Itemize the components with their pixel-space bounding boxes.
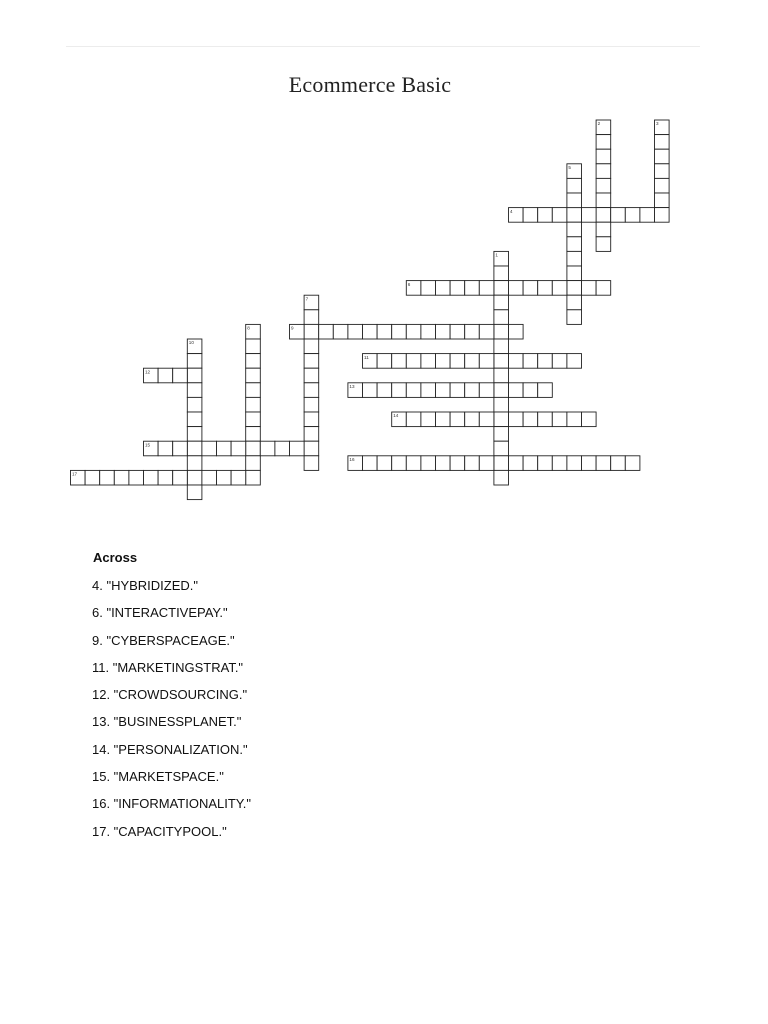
grid-cell[interactable] (582, 208, 597, 223)
grid-cell[interactable] (596, 135, 611, 150)
grid-cell[interactable] (436, 456, 451, 471)
grid-cell[interactable] (304, 310, 319, 325)
grid-cell[interactable] (596, 208, 611, 223)
grid-cell[interactable] (450, 383, 465, 398)
grid-cell[interactable] (596, 164, 611, 179)
clue-number-label: 13 (349, 384, 355, 389)
clue-number-label: 12 (145, 369, 151, 375)
grid-cell[interactable] (465, 354, 480, 369)
grid-cell[interactable] (129, 470, 144, 485)
grid-cell[interactable] (567, 295, 582, 310)
grid-cell[interactable] (494, 470, 509, 485)
grid-cell[interactable] (173, 441, 188, 456)
grid-cell[interactable] (567, 266, 582, 281)
grid-cell[interactable] (450, 324, 465, 339)
grid-cell[interactable] (450, 354, 465, 369)
grid-cell[interactable] (494, 427, 509, 442)
clue-list (92, 550, 652, 852)
grid-cell[interactable] (187, 485, 202, 500)
clue-number-label: 9 (291, 325, 294, 331)
clue-number-label: 7 (305, 296, 309, 302)
clue-number-label: 10 (188, 340, 194, 346)
grid-cell[interactable] (246, 441, 261, 456)
clues-heading: Across (93, 550, 138, 565)
grid-cell[interactable] (494, 397, 509, 412)
grid-cell[interactable] (479, 281, 494, 296)
grid-cell[interactable] (392, 383, 407, 398)
grid-cell[interactable] (406, 456, 421, 471)
grid-cell[interactable] (582, 412, 597, 427)
clue-number-label: 11 (364, 354, 369, 360)
clue-number-label: 6 (407, 281, 411, 287)
grid-cell[interactable] (421, 456, 436, 471)
grid-cell[interactable] (625, 208, 640, 223)
grid-cell[interactable] (655, 208, 670, 223)
grid-cell[interactable] (187, 368, 202, 383)
clue-item: 17. "CAPACITYPOOL." (92, 823, 227, 839)
grid-cell[interactable] (187, 412, 202, 427)
grid-cell[interactable] (231, 441, 246, 456)
grid-cell[interactable] (523, 412, 538, 427)
grid-cell[interactable] (567, 237, 582, 252)
grid-cell[interactable] (567, 354, 582, 369)
grid-cell[interactable] (187, 354, 202, 369)
grid-cell[interactable] (523, 456, 538, 471)
grid-cell[interactable] (421, 383, 436, 398)
grid-cell[interactable] (538, 412, 553, 427)
grid-cell[interactable] (494, 281, 509, 296)
grid-cell[interactable] (450, 456, 465, 471)
grid-cell[interactable] (217, 470, 232, 485)
grid-cell[interactable] (494, 266, 509, 281)
grid-cell[interactable] (304, 427, 319, 442)
grid-cell[interactable] (509, 354, 524, 369)
grid-cell[interactable] (421, 281, 436, 296)
grid-cell[interactable] (538, 383, 553, 398)
grid-cell[interactable] (494, 354, 509, 369)
clue-number-label: 15 (145, 442, 151, 448)
grid-cell[interactable] (187, 470, 202, 485)
grid-cell[interactable] (260, 441, 275, 456)
clue-item: 16. "INFORMATIONALITY." (92, 796, 252, 812)
clue-number-label: 14 (393, 413, 399, 419)
grid-cell[interactable] (304, 324, 319, 339)
grid-cell[interactable] (436, 412, 451, 427)
grid-cell[interactable] (246, 412, 261, 427)
grid-cell[interactable] (246, 427, 261, 442)
grid-cell[interactable] (304, 397, 319, 412)
grid-cell[interactable] (421, 324, 436, 339)
grid-cell[interactable] (406, 412, 421, 427)
grid-cell[interactable] (436, 324, 451, 339)
grid-cell[interactable] (246, 456, 261, 471)
grid-cell[interactable] (596, 149, 611, 164)
clue-number-label: 1 (495, 252, 498, 258)
grid-cell[interactable] (275, 441, 290, 456)
grid-cell[interactable] (246, 470, 261, 485)
clue-item: 4. "HYBRIDIZED." (92, 578, 199, 593)
grid-cell[interactable] (538, 281, 553, 296)
grid-cell[interactable] (231, 470, 246, 485)
grid-cell[interactable] (567, 310, 582, 325)
grid-cell[interactable] (348, 324, 363, 339)
grid-cell[interactable] (465, 281, 480, 296)
grid-cell[interactable] (567, 222, 582, 237)
grid-cell[interactable] (567, 193, 582, 208)
grid-cell[interactable] (552, 354, 567, 369)
grid-cell[interactable] (436, 383, 451, 398)
grid-cell[interactable] (436, 281, 451, 296)
grid-cell[interactable] (611, 456, 626, 471)
grid-cell[interactable] (494, 295, 509, 310)
grid-cell[interactable] (567, 281, 582, 296)
grid-cell[interactable] (494, 324, 509, 339)
grid-cell[interactable] (217, 441, 232, 456)
grid-cell[interactable] (567, 412, 582, 427)
grid-cell[interactable] (304, 368, 319, 383)
grid-cell[interactable] (523, 281, 538, 296)
clue-number-label: 16 (349, 457, 355, 462)
grid-cell[interactable] (158, 441, 173, 456)
grid-cell[interactable] (465, 324, 480, 339)
grid-cell[interactable] (538, 354, 553, 369)
grid-cell[interactable] (567, 456, 582, 471)
clue-item: 6. "INTERACTIVEPAY." (92, 605, 228, 621)
grid-cell[interactable] (494, 383, 509, 398)
grid-cell[interactable] (450, 281, 465, 296)
grid-cell[interactable] (494, 339, 509, 354)
grid-cell[interactable] (173, 470, 188, 485)
grid-cell[interactable] (523, 354, 538, 369)
grid-cell[interactable] (479, 456, 494, 471)
grid-cell[interactable] (655, 135, 670, 150)
grid-cell[interactable] (596, 178, 611, 193)
grid-cell[interactable] (596, 456, 611, 471)
grid-cell[interactable] (596, 237, 611, 252)
clue-number-label: 17 (72, 471, 78, 477)
clue-number-label: 4 (510, 208, 513, 214)
grid-cell[interactable] (538, 208, 553, 223)
grid-cell[interactable] (304, 441, 319, 456)
grid-cell[interactable] (596, 281, 611, 296)
grid-cell[interactable] (582, 281, 597, 296)
grid-cell[interactable] (509, 324, 524, 339)
grid-cell[interactable] (567, 251, 582, 266)
clue-number-label: 3 (656, 121, 659, 127)
grid-cell[interactable] (144, 470, 159, 485)
grid-cell[interactable] (114, 470, 129, 485)
grid-cell[interactable] (465, 383, 480, 398)
grid-cell[interactable] (509, 412, 524, 427)
grid-cell[interactable] (465, 456, 480, 471)
grid-cell[interactable] (582, 456, 597, 471)
grid-cell[interactable] (552, 412, 567, 427)
grid-cell[interactable] (552, 208, 567, 223)
grid-cell[interactable] (363, 324, 378, 339)
grid-cell[interactable] (187, 427, 202, 442)
grid-cell[interactable] (509, 383, 524, 398)
grid-cell[interactable] (625, 456, 640, 471)
grid-cell[interactable] (436, 354, 451, 369)
clue-number-label: 5 (568, 165, 571, 170)
grid-cell[interactable] (377, 383, 392, 398)
grid-cell[interactable] (377, 354, 392, 369)
grid-cell[interactable] (465, 412, 480, 427)
grid-cell[interactable] (611, 208, 626, 223)
grid-cell[interactable] (479, 324, 494, 339)
grid-cell[interactable] (406, 383, 421, 398)
grid-cell[interactable] (319, 324, 334, 339)
grid-cell[interactable] (494, 441, 509, 456)
grid-cell[interactable] (406, 354, 421, 369)
grid-cell[interactable] (596, 193, 611, 208)
grid-cell[interactable] (363, 383, 378, 398)
grid-cell[interactable] (494, 456, 509, 471)
grid-cell[interactable] (187, 397, 202, 412)
grid-cell[interactable] (100, 470, 115, 485)
grid-cell[interactable] (246, 354, 261, 369)
grid-cell[interactable] (523, 208, 538, 223)
grid-cell[interactable] (158, 368, 173, 383)
grid-cell[interactable] (304, 383, 319, 398)
clue-number-label: 8 (247, 325, 250, 331)
grid-cell[interactable] (246, 339, 261, 354)
page-title: Ecommerce Basic (288, 72, 452, 97)
grid-cell[interactable] (523, 383, 538, 398)
grid-cell[interactable] (479, 354, 494, 369)
grid-cell[interactable] (392, 354, 407, 369)
clue-item: 12. "CROWDSOURCING." (92, 687, 248, 703)
grid-cell[interactable] (552, 456, 567, 471)
grid-cell[interactable] (552, 281, 567, 296)
grid-cell[interactable] (567, 178, 582, 193)
grid-cell[interactable] (596, 222, 611, 237)
clue-item: 14. "PERSONALIZATION." (92, 741, 248, 757)
grid-cell[interactable] (202, 441, 217, 456)
clue-item: 9. "CYBERSPACEAGE." (92, 632, 235, 648)
grid-cell[interactable] (187, 441, 202, 456)
grid-cell[interactable] (494, 368, 509, 383)
grid-cell[interactable] (509, 456, 524, 471)
grid-cell[interactable] (538, 456, 553, 471)
grid-cell[interactable] (655, 193, 670, 208)
grid-cell[interactable] (406, 324, 421, 339)
grid-cell[interactable] (655, 178, 670, 193)
grid-cell[interactable] (85, 470, 100, 485)
grid-cell[interactable] (304, 456, 319, 471)
grid-cell[interactable] (377, 324, 392, 339)
grid-cell[interactable] (392, 324, 407, 339)
grid-cell[interactable] (509, 281, 524, 296)
grid-cell[interactable] (655, 164, 670, 179)
grid-cell[interactable] (392, 456, 407, 471)
grid-cell[interactable] (333, 324, 348, 339)
grid-cell[interactable] (479, 412, 494, 427)
grid-cell[interactable] (363, 456, 378, 471)
grid-cell[interactable] (494, 310, 509, 325)
grid-cell[interactable] (187, 383, 202, 398)
grid-cell[interactable] (246, 397, 261, 412)
grid-cell[interactable] (450, 412, 465, 427)
grid-cell[interactable] (304, 354, 319, 369)
grid-cell[interactable] (202, 470, 217, 485)
grid-cell[interactable] (377, 456, 392, 471)
grid-cell[interactable] (173, 368, 188, 383)
grid-cell[interactable] (304, 412, 319, 427)
grid-cell[interactable] (640, 208, 655, 223)
grid-cell[interactable] (479, 383, 494, 398)
grid-cell[interactable] (421, 412, 436, 427)
grid-cell[interactable] (421, 354, 436, 369)
clue-item: 13. "BUSINESSPLANET." (92, 714, 242, 730)
clue-item: 11. "MARKETINGSTRAT." (92, 659, 244, 675)
grid-cell[interactable] (246, 368, 261, 383)
grid-cell[interactable] (290, 441, 305, 456)
clue-number-label: 2 (597, 121, 601, 127)
grid-cell[interactable] (187, 456, 202, 471)
grid-cell[interactable] (494, 412, 509, 427)
grid-cell[interactable] (158, 470, 173, 485)
grid-cell[interactable] (246, 383, 261, 398)
grid-cell[interactable] (655, 149, 670, 164)
clue-item: 15. "MARKETSPACE." (92, 769, 224, 785)
grid-cell[interactable] (304, 339, 319, 354)
grid-cell[interactable] (567, 208, 582, 223)
